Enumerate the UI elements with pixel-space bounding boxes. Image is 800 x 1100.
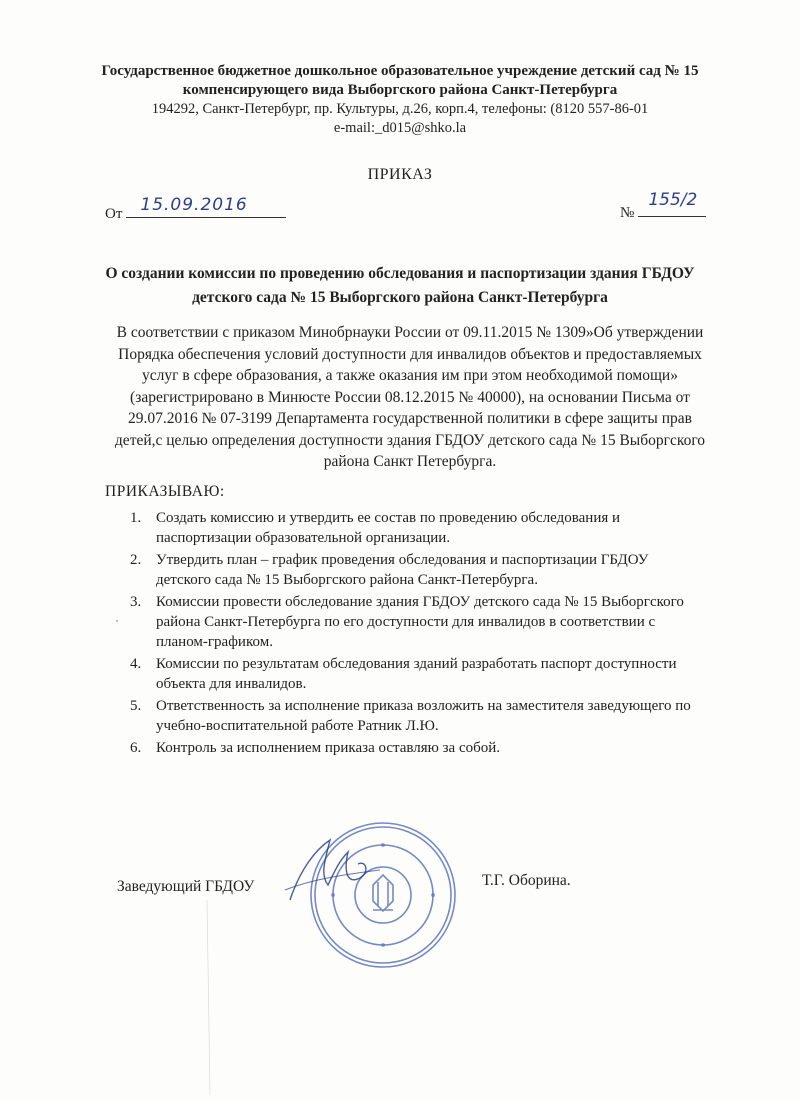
order-item-line: Ответственность за исполнение приказа возложить на заместителя заведующего по xyxy=(156,698,691,714)
scan-dot xyxy=(116,620,118,622)
document-title: ПРИКАЗ xyxy=(367,166,433,183)
order-item-line: Комиссии по результатам обследования зданий разработать паспорт доступности xyxy=(156,656,677,672)
order-item-number: 1. xyxy=(130,510,142,526)
order-item-number: 5. xyxy=(130,698,142,714)
order-item-line: объекта для инвалидов. xyxy=(156,676,307,692)
order-number-prefix: № xyxy=(620,205,635,221)
order-item-line: детского сада № 15 Выборгского района Санкт-Петербурга. xyxy=(156,572,538,588)
letterhead-org-line1: Государственное бюджетное дошкольное образовательное учреждение детский сад № 15 xyxy=(101,63,699,79)
preamble-line: 29.07.2016 № 07-3199 Департамента государственной политики в сфере защиты прав xyxy=(128,410,692,427)
preamble-line: детей,с целью определения доступности здания ГБДОУ детского сада № 15 Выборгского xyxy=(114,431,706,449)
preamble-line: района Санкт Петербурга. xyxy=(323,453,497,470)
order-item-line: Создать комиссию и утвердить ее состав по проведению обследования и xyxy=(156,510,621,526)
order-item-number: 4. xyxy=(130,656,142,672)
preamble-line: услуг в сфере образования, а также оказания им при этом необходимой помощи» xyxy=(142,367,678,384)
order-item-line: Комиссии провести обследование здания ГБДОУ детского сада № 15 Выборгского xyxy=(156,594,684,610)
order-date-prefix: От xyxy=(105,206,123,222)
order-date-value: 15.09.2016 xyxy=(140,195,248,215)
order-item-number: 2. xyxy=(130,552,142,568)
order-subject-line2: детского сада № 15 Выборгского района Санкт-Петербурга xyxy=(192,289,608,306)
letterhead-address: 194292, Санкт-Петербург, пр. Культуры, д.26, корп.4, телефоны: (8120 557-86-01 xyxy=(151,101,649,117)
order-item-line: района Санкт-Петербурга по его доступности для инвалидов в соответствии с xyxy=(156,614,656,630)
signatory-name: Т.Г. Оборина. xyxy=(482,872,571,889)
order-item-line: Утвердить план – график проведения обследования и паспортизации ГБДОУ xyxy=(156,552,649,568)
order-item-line: Контроль за исполнением приказа оставляю за собой. xyxy=(156,740,501,756)
order-item-number: 6. xyxy=(130,740,142,756)
scan-streak xyxy=(207,900,210,1095)
order-item-number: 3. xyxy=(130,594,142,610)
order-number-value: 155/2 xyxy=(648,190,698,210)
letterhead-email: e-mail:_d015@shko.la xyxy=(333,120,467,136)
preamble-line: (зарегистрировано в Минюсте России 08.12.2015 № 40000), на основании Письма от xyxy=(130,388,690,406)
order-item-line: планом-графиком. xyxy=(156,634,273,650)
order-item-line: учебно-воспитательной работе Ратник Л.Ю. xyxy=(156,718,439,734)
signatory-position: Заведующий ГБДОУ xyxy=(117,878,255,895)
order-directive: ПРИКАЗЫВАЮ: xyxy=(105,483,225,500)
preamble-line: Порядка обеспечения условий доступности для инвалидов объектов и предоставляемых xyxy=(118,345,702,363)
letterhead-org-line2: компенсирующего вида Выборгского района Санкт-Петербурга xyxy=(182,82,618,98)
preamble-line: В соответствии с приказом Минобрнауки России от 09.11.2015 № 1309»Об утверждении xyxy=(116,324,704,341)
order-item-line: паспортизации образовательной организации. xyxy=(156,530,451,546)
order-subject-line1: О создании комиссии по проведению обследования и паспортизации здания ГБДОУ xyxy=(105,265,695,282)
